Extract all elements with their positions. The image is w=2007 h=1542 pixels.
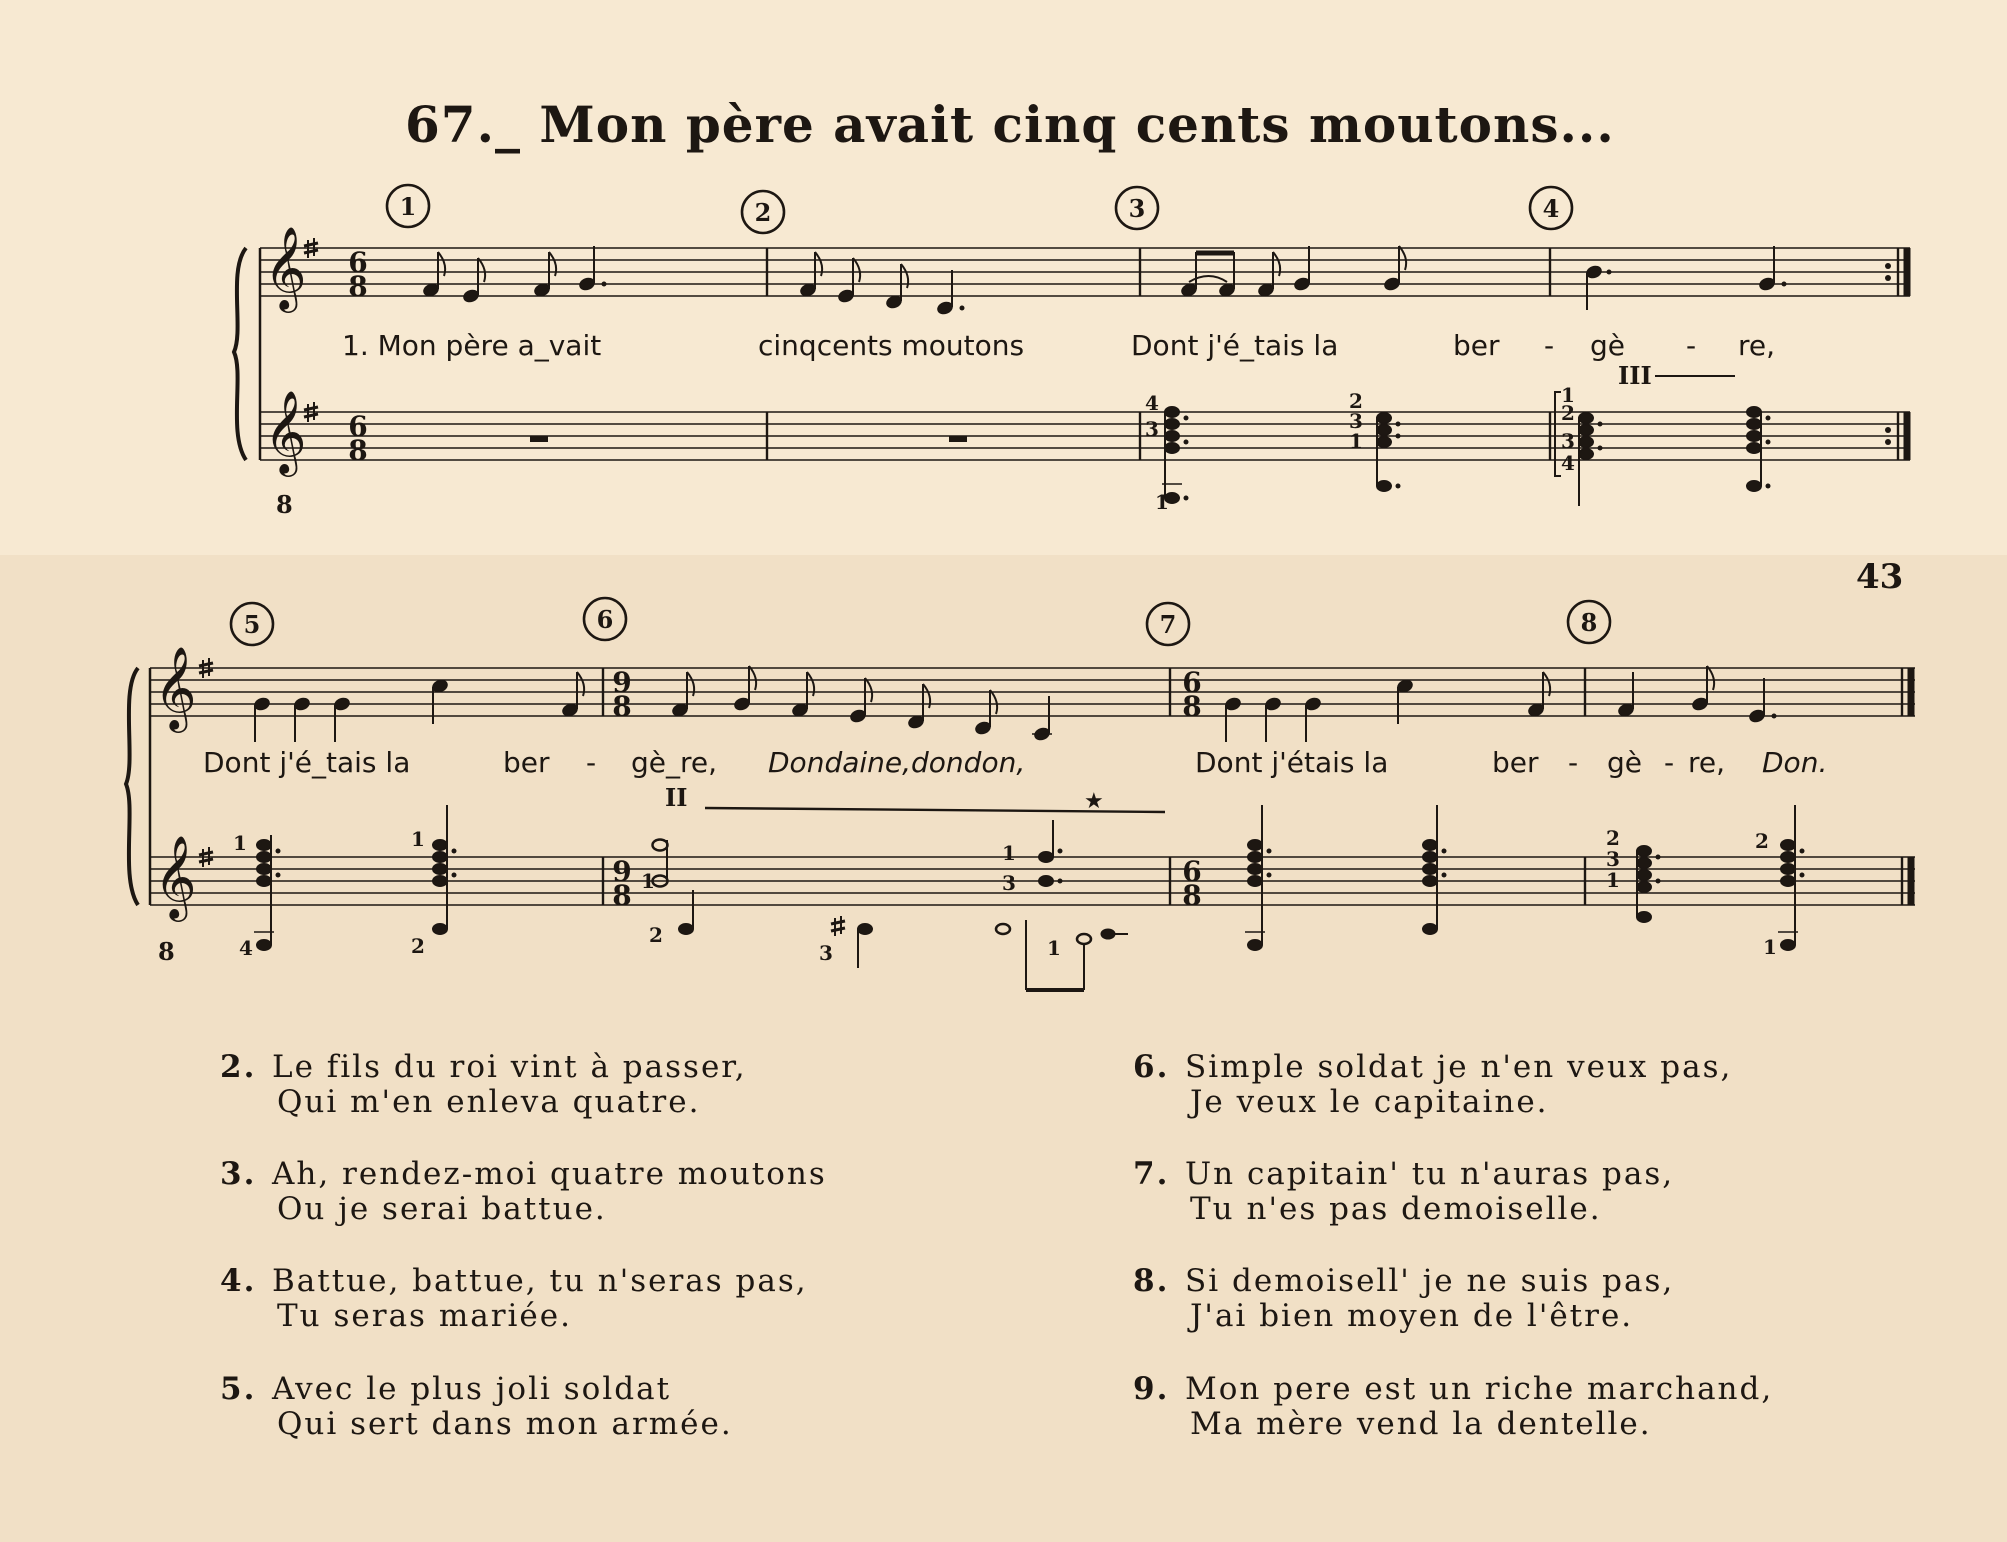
lyric-syllable: ber [1492, 746, 1539, 779]
svg-text:𝄞: 𝄞 [264, 225, 307, 309]
measure-number-3: 3 [1128, 194, 1146, 223]
time-signature-bottom: 8 [348, 270, 368, 303]
time-signature-bottom: 8 [612, 690, 632, 723]
verse-3: 3. Ah, rendez-moi quatre moutons Ou je serai battue. [220, 1156, 827, 1227]
lyric-syllable: ber [1453, 329, 1500, 362]
verse-2: 2. Le fils du roi vint à passer, Qui m'en enleva quatre. [220, 1049, 747, 1120]
lyric-syllable: gè [1607, 746, 1642, 779]
fingering: 1 [411, 827, 425, 851]
verse-8: 8. Si demoisell' je ne suis pas, J'ai bien moyen de l'être. [1133, 1263, 1675, 1334]
measure-number-1: 1 [399, 192, 417, 221]
fingering: 2 [411, 934, 425, 958]
fingering: 1 [233, 831, 247, 855]
fingering: 2 [649, 923, 663, 947]
fingering: 3 [1349, 409, 1363, 433]
lyric-syllable: ber [503, 746, 550, 779]
octave-clef-marker: 8 [158, 937, 175, 966]
lyric-syllable: - [1544, 329, 1555, 362]
fingering: 1 [1561, 383, 1575, 407]
fingering: 3 [1561, 429, 1575, 453]
time-signature-bottom: 8 [348, 434, 368, 467]
fingering: 1 [1606, 868, 1620, 892]
measure-number-6: 6 [596, 605, 614, 634]
time-signature-top: 6 [348, 410, 368, 443]
lyric-syllable: cinqcents moutons [758, 329, 1025, 362]
lyric-syllable: re, [1738, 329, 1776, 362]
lyric-syllable: Dont j'é_tais la [203, 746, 411, 779]
guitar-chords-1 [1162, 392, 1771, 506]
system-1 [234, 185, 1910, 519]
song-title: 67._ Mon père avait cinq cents moutons... [405, 95, 1615, 154]
voice-staff-2 [150, 668, 1915, 716]
verse-6: 6. Simple soldat je n'en veux pas, Je veux le capitaine. [1133, 1049, 1733, 1120]
system-2 [126, 598, 1915, 990]
verse-9: 9. Mon pere est un riche marchand, Ma mère vend la dentelle. [1133, 1371, 1774, 1442]
lyric-syllable: - [1686, 329, 1697, 362]
measure-number-7: 7 [1159, 610, 1177, 639]
lyric-syllable: Dont j'é_tais la [1131, 329, 1339, 362]
time-signature-top: 6 [1182, 855, 1202, 888]
position-marking-iii: III [1618, 361, 1652, 390]
fingering: 1 [1047, 936, 1061, 960]
measure-number-5: 5 [243, 610, 261, 639]
svg-text:𝄞: 𝄞 [264, 389, 307, 473]
lyric-syllable: - [1568, 746, 1579, 779]
fingering: 2 [1755, 829, 1769, 853]
time-signature-top: 6 [348, 246, 368, 279]
voice-staff-1 [260, 248, 1910, 296]
verse-7: 7. Un capitain' tu n'auras pas, Tu n'es pas demoiselle. [1133, 1156, 1675, 1227]
fingering: 3 [819, 941, 833, 965]
time-signature-top: 9 [612, 855, 632, 888]
lyric-syllable: Don. [1762, 746, 1828, 779]
fingering: 2 [1561, 401, 1575, 425]
fingering: 1 [641, 869, 655, 893]
position-marking-ii: II [665, 783, 688, 812]
fingering: 1 [1155, 490, 1169, 514]
lyric-syllable: Dont j'étais la [1195, 746, 1389, 779]
lyric-syllable: Dondaine,dondon, [768, 746, 1026, 779]
fingering: 1 [1002, 841, 1016, 865]
fingering: 4 [1145, 391, 1159, 415]
measure-number-8: 8 [1580, 608, 1598, 637]
melody-notes-1 [422, 246, 1786, 316]
fingering: 1 [1763, 935, 1777, 959]
page-number: 43 [1856, 557, 1904, 597]
octave-clef-marker: 8 [276, 490, 293, 519]
star-marking: ★ [1084, 789, 1104, 814]
fingering: 2 [1349, 389, 1363, 413]
lyric-syllable: gè [1590, 329, 1625, 362]
system-2-brace [126, 668, 138, 905]
lyric-syllable: re, [1688, 746, 1726, 779]
lyric-syllable: - [586, 746, 597, 779]
time-signature-bottom: 8 [612, 879, 632, 912]
fingering: 1 [1349, 429, 1363, 453]
time-signature-top: 6 [1182, 666, 1202, 699]
lyric-syllable: - [1664, 746, 1675, 779]
fingering: 3 [1606, 847, 1620, 871]
lyric-syllable: 1. Mon père a_vait [342, 329, 602, 362]
measure-number-4: 4 [1542, 194, 1560, 223]
time-signature-bottom: 8 [1182, 879, 1202, 912]
system-1-brace [234, 248, 246, 460]
svg-text:𝄞: 𝄞 [154, 834, 197, 918]
verse-4: 4. Battue, battue, tu n'seras pas, Tu seras mariée. [220, 1263, 808, 1334]
time-signature-top: 9 [612, 666, 632, 699]
guitar-staff-1 [260, 412, 1910, 460]
whole-rest [530, 436, 548, 442]
fingering: 4 [1561, 451, 1575, 475]
measure-number-2: 2 [754, 198, 772, 227]
fingering: 2 [1606, 826, 1620, 850]
fingering: 3 [1145, 417, 1159, 441]
whole-rest [949, 436, 967, 442]
lyric-syllable: gè_re, [631, 746, 718, 779]
svg-text:𝄞: 𝄞 [154, 645, 197, 729]
verse-5: 5. Avec le plus joli soldat Qui sert dans mon armée. [220, 1371, 733, 1442]
time-signature-bottom: 8 [1182, 690, 1202, 723]
fingering: 4 [239, 936, 253, 960]
fingering: 3 [1002, 871, 1016, 895]
guitar-chords-2 [254, 805, 1805, 990]
